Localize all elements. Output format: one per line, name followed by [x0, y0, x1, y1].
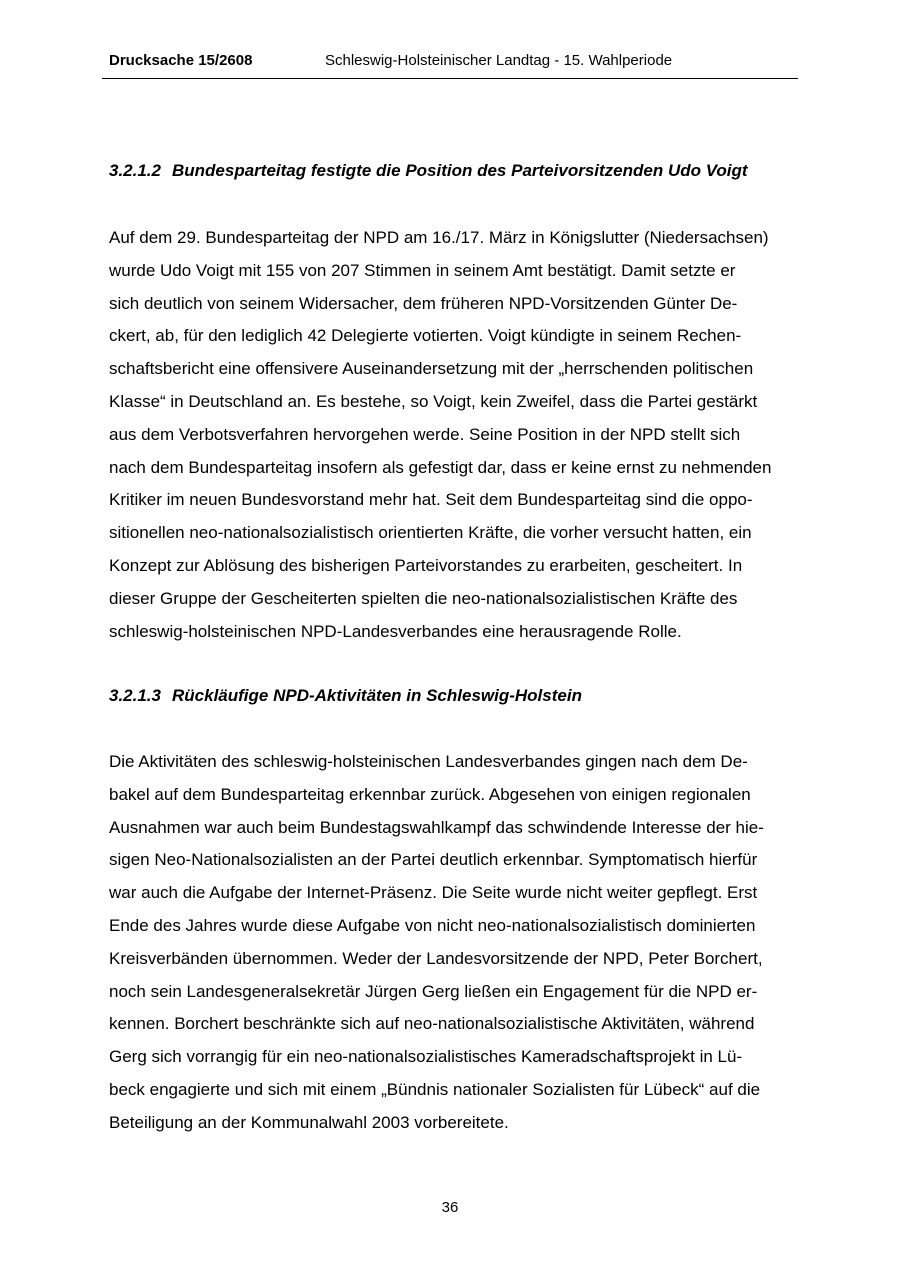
text-line: war auch die Aufgabe der Internet-Präsenz. Die Seite wurde nicht weiter gepflegt. Erst — [109, 883, 758, 903]
text-line: Auf dem 29. Bundesparteitag der NPD am 16./17. März in Königslutter (Niedersachsen) — [109, 228, 769, 247]
text-line: Ausnahmen war auch beim Bundestagswahlkampf das schwindende Interesse der hie- — [109, 817, 764, 837]
text-line: Gerg sich vorrangig für ein neo-nationalsozialistisches Kameradschaftsprojekt in Lü- — [109, 1047, 743, 1067]
section-title: Bundesparteitag festigte die Position des Parteivorsitzenden Udo Voigt — [172, 161, 748, 180]
text-line: Klasse“ in Deutschland an. Es bestehe, so Voigt, kein Zweifel, dass die Partei gestärkt — [109, 391, 758, 411]
text-line: beck engagierte und sich mit einem „Bündnis nationaler Sozialisten für Lübeck“ auf die — [109, 1079, 761, 1099]
text-line: aus dem Verbotsverfahren hervorgehen werde. Seine Position in der NPD stellt sich — [109, 424, 741, 444]
section-heading-3-2-1-2 — [109, 161, 748, 181]
section-number: 3.2.1.2 — [109, 161, 161, 180]
text-line: nach dem Bundesparteitag insofern als gefestigt dar, dass er keine ernst zu nehmenden — [109, 457, 772, 477]
text-line: wurde Udo Voigt mit 155 von 207 Stimmen in seinem Amt bestätigt. Damit setzte er — [109, 260, 736, 280]
section-heading-3-2-1-3 — [109, 686, 582, 706]
text-line: ckert, ab, für den lediglich 42 Delegierte votierten. Voigt kündigte in seinem Rechen- — [109, 326, 742, 346]
text-line: schaftsbericht eine offensivere Auseinandersetzung mit der „herrschenden politischen — [109, 359, 754, 379]
text-line: Kreisverbänden übernommen. Weder der Landesvorsitzende der NPD, Peter Borchert, — [109, 948, 763, 968]
text-line: sich deutlich von seinem Widersacher, dem früheren NPD-Vorsitzenden Günter De- — [109, 293, 738, 313]
text-line: Ende des Jahres wurde diese Aufgabe von nicht neo-nationalsozialistisch dominierten — [109, 915, 756, 935]
section-paragraph-3-2-1-2 — [109, 222, 809, 648]
text-line: Kritiker im neuen Bundesvorstand mehr hat. Seit dem Bundesparteitag sind die oppo- — [109, 490, 753, 510]
text-line: sitionellen neo-nationalsozialistisch orientierten Kräfte, die vorher versucht hatten, ein — [109, 523, 752, 543]
text-line: schleswig-holsteinischen NPD-Landesverbandes eine herausragende Rolle. — [109, 621, 682, 641]
page-number: 36 — [441, 1199, 459, 1216]
text-line: kennen. Borchert beschränkte sich auf neo-nationalsozialistische Aktivitäten, während — [109, 1014, 755, 1034]
document-number: Drucksache 15/2608 — [109, 52, 253, 69]
text-line: bakel auf dem Bundesparteitag erkennbar zurück. Abgesehen von einigen regionalen — [109, 784, 751, 804]
section-paragraph-3-2-1-3 — [109, 746, 809, 1140]
section-title: Rückläufige NPD-Aktivitäten in Schleswig-Holstein — [172, 686, 582, 705]
section-number: 3.2.1.3 — [109, 686, 161, 705]
text-line: Die Aktivitäten des schleswig-holsteinischen Landesverbandes gingen nach dem De- — [109, 752, 748, 771]
text-line: noch sein Landesgeneralsekretär Jürgen Gerg ließen ein Engagement für die NPD er- — [109, 981, 758, 1001]
text-line: sigen Neo-Nationalsozialisten an der Partei deutlich erkennbar. Symptomatisch hierfür — [109, 850, 758, 870]
text-line: dieser Gruppe der Gescheiterten spielten die neo-nationalsozialistischen Kräfte des — [109, 588, 738, 608]
text-line: Beteiligung an der Kommunalwahl 2003 vorbereitete. — [109, 1112, 509, 1132]
parliament-title: Schleswig-Holsteinischer Landtag - 15. Wahlperiode — [325, 52, 673, 69]
page-header — [102, 52, 798, 79]
text-line: Konzept zur Ablösung des bisherigen Parteivorstandes zu erarbeiten, gescheitert. In — [109, 555, 743, 575]
